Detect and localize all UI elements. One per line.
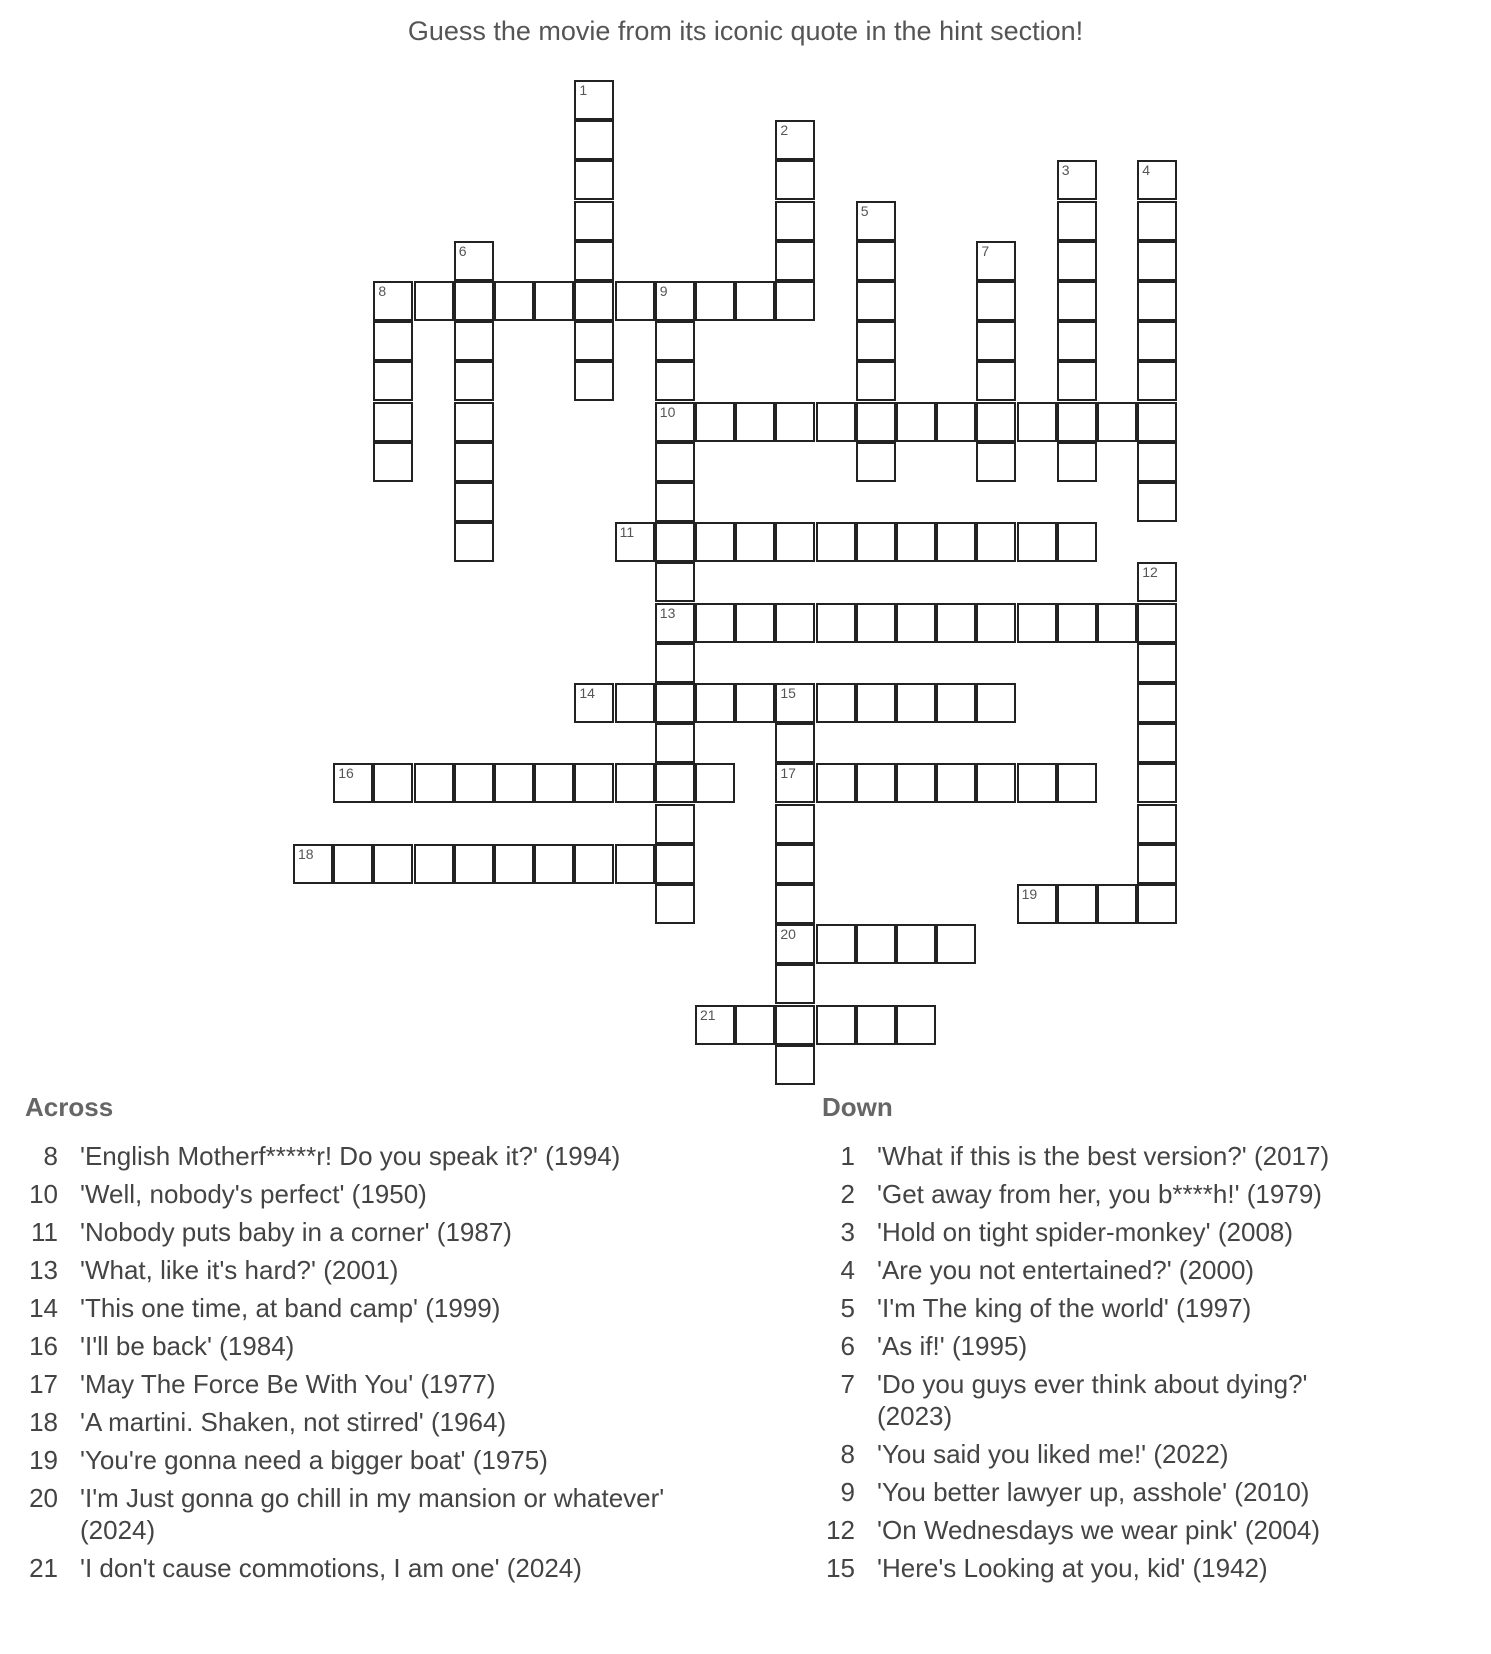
grid-cell[interactable] [1057,402,1097,442]
clue-text: 'You better lawyer up, asshole' (2010) [877,1477,1310,1507]
grid-cell[interactable] [655,482,695,522]
grid-cell[interactable] [976,442,1016,482]
clue-text: 'I'm Just gonna go chill in my mansion or whatever' (2024) [80,1483,665,1545]
grid-cell[interactable] [1137,683,1177,723]
down-clue-4[interactable] [817,1254,1377,1286]
clue-number: 6 [840,1331,855,1361]
across-clue-21[interactable] [20,1552,720,1584]
cell-number: 11 [619,524,635,541]
clue-number: 10 [29,1179,58,1209]
grid-cell[interactable] [574,683,614,723]
down-clue-5[interactable] [817,1292,1377,1324]
grid-cell[interactable] [856,402,896,442]
grid-cell[interactable] [574,361,614,401]
clue-text: 'Well, nobody's perfect' (1950) [80,1179,427,1209]
grid-cell[interactable] [856,683,896,723]
clue-number: 1 [840,1141,855,1171]
grid-cell[interactable] [454,763,494,803]
grid-cell[interactable] [1017,522,1057,562]
clue-text: 'As if!' (1995) [877,1331,1028,1361]
grid-cell[interactable] [976,763,1016,803]
grid-cell[interactable] [856,1005,896,1045]
clue-text: 'Here's Looking at you, kid' (1942) [877,1553,1268,1583]
grid-cell[interactable] [1137,402,1177,442]
grid-cell[interactable] [373,763,413,803]
grid-cell[interactable] [1137,281,1177,321]
cell-number: 6 [458,242,467,259]
grid-cell[interactable] [695,402,735,442]
grid-cell[interactable] [655,723,695,763]
grid-cell[interactable] [1057,241,1097,281]
grid-cell[interactable] [695,683,735,723]
cell-number: 18 [298,845,314,862]
grid-cell[interactable] [816,522,856,562]
grid-cell[interactable] [454,361,494,401]
grid-cell[interactable] [976,603,1016,643]
grid-cell[interactable] [454,844,494,884]
cell-number: 3 [1061,162,1070,179]
grid-cell[interactable] [454,442,494,482]
across-clue-10[interactable] [20,1178,720,1210]
across-clue-8[interactable] [20,1140,720,1172]
grid-cell[interactable] [976,321,1016,361]
clue-text: 'I don't cause commotions, I am one' (2024) [80,1553,582,1583]
down-clue-9[interactable] [817,1476,1377,1508]
across-clue-list [20,1140,720,1590]
grid-cell[interactable] [414,281,454,321]
down-clue-3[interactable] [817,1216,1377,1248]
grid-cell[interactable] [856,442,896,482]
grid-cell[interactable] [775,160,815,200]
grid-cell[interactable] [816,763,856,803]
grid-cell[interactable] [896,522,936,562]
grid-cell[interactable] [574,321,614,361]
grid-cell[interactable] [775,964,815,1004]
grid-cell[interactable] [856,201,896,241]
grid-cell[interactable] [574,160,614,200]
grid-cell[interactable] [775,763,815,803]
grid-cell[interactable] [1057,201,1097,241]
across-clue-20[interactable] [20,1482,720,1546]
grid-cell[interactable] [856,522,896,562]
grid-cell[interactable] [655,683,695,723]
grid-cell[interactable] [534,844,574,884]
clue-number: 21 [29,1553,58,1583]
grid-cell[interactable] [816,924,856,964]
across-clue-18[interactable] [20,1406,720,1438]
cell-number: 8 [378,283,387,299]
grid-cell[interactable] [574,80,614,120]
clue-number: 2 [840,1179,855,1209]
grid-cell[interactable] [1017,402,1057,442]
grid-cell[interactable] [655,321,695,361]
clue-number: 16 [29,1331,58,1361]
grid-cell[interactable] [1137,603,1177,643]
clue-number: 20 [29,1483,58,1513]
grid-cell[interactable] [655,884,695,924]
clue-text: 'On Wednesdays we wear pink' (2004) [877,1515,1321,1545]
grid-cell[interactable] [976,281,1016,321]
grid-cell[interactable] [655,763,695,803]
clue-number: 8 [840,1439,855,1469]
grid-cell[interactable] [976,241,1016,281]
grid-cell[interactable] [896,603,936,643]
grid-cell[interactable] [574,201,614,241]
grid-cell[interactable] [1137,160,1177,200]
clue-number: 15 [826,1553,855,1583]
grid-cell[interactable] [1017,884,1057,924]
grid-cell[interactable] [414,763,454,803]
grid-cell[interactable] [695,1005,735,1045]
grid-cell[interactable] [976,683,1016,723]
grid-cell[interactable] [936,924,976,964]
cell-number: 13 [659,604,676,621]
grid-cell[interactable] [816,683,856,723]
clue-text: 'What, like it's hard?' (2001) [80,1255,399,1285]
grid-cell[interactable] [534,763,574,803]
clue-text: 'Get away from her, you b****h!' (1979) [877,1179,1322,1209]
grid-cell[interactable] [534,281,574,321]
grid-cell[interactable] [1137,361,1177,401]
grid-cell[interactable] [373,321,413,361]
grid-cell[interactable] [896,924,936,964]
grid-cell[interactable] [454,482,494,522]
grid-cell[interactable] [936,402,976,442]
grid-cell[interactable] [655,643,695,683]
grid-cell[interactable] [414,844,454,884]
cell-number: 14 [579,685,595,701]
down-clue-1[interactable] [817,1140,1377,1172]
cell-number: 10 [659,403,676,420]
cell-number: 4 [1142,162,1150,179]
across-heading: Across [25,1092,114,1122]
grid-cell[interactable] [735,402,775,442]
grid-cell[interactable] [775,603,815,643]
clue-text: 'I'll be back' (1984) [80,1331,295,1361]
grid-cell[interactable] [494,844,534,884]
grid-cell[interactable] [655,442,695,482]
grid-cell[interactable] [1057,281,1097,321]
grid-cell[interactable] [816,1005,856,1045]
clue-number: 13 [29,1255,58,1285]
down-clue-list [817,1140,1377,1590]
grid-cell[interactable] [1017,763,1057,803]
across-clue-17[interactable] [20,1368,720,1400]
grid-cell[interactable] [775,241,815,281]
grid-cell[interactable] [936,683,976,723]
clue-number: 11 [31,1217,58,1247]
clue-text: 'English Motherf*****r! Do you speak it?' (1994) [80,1141,621,1171]
clue-number: 7 [840,1369,855,1399]
clue-number: 19 [29,1445,58,1475]
grid-cell[interactable] [936,763,976,803]
cell-number: 1 [579,82,588,98]
grid-cell[interactable] [856,241,896,281]
grid-cell[interactable] [655,804,695,844]
grid-cell[interactable] [373,281,413,321]
grid-cell[interactable] [775,201,815,241]
clue-text: 'May The Force Be With You' (1977) [80,1369,496,1399]
grid-cell[interactable] [775,924,815,964]
grid-cell[interactable] [896,402,936,442]
grid-cell[interactable] [454,321,494,361]
cell-number: 5 [860,202,869,219]
grid-cell[interactable] [1137,482,1177,522]
grid-cell[interactable] [454,281,494,321]
clue-number: 5 [840,1293,855,1323]
cell-number: 7 [981,242,990,259]
across-clue-19[interactable] [20,1444,720,1476]
grid-cell[interactable] [735,1005,775,1045]
cell-number: 2 [780,122,789,139]
grid-cell[interactable] [896,763,936,803]
grid-cell[interactable] [454,402,494,442]
grid-cell[interactable] [856,924,896,964]
grid-cell[interactable] [1057,442,1097,482]
grid-cell[interactable] [333,844,373,884]
grid-cell[interactable] [775,683,815,723]
grid-cell[interactable] [574,281,614,321]
grid-cell[interactable] [1137,562,1177,602]
grid-cell[interactable] [574,763,614,803]
grid-cell[interactable] [1017,603,1057,643]
grid-cell[interactable] [655,562,695,602]
down-clue-8[interactable] [817,1438,1377,1470]
grid-cell[interactable] [936,603,976,643]
grid-cell[interactable] [1057,160,1097,200]
grid-cell[interactable] [1137,201,1177,241]
down-clue-2[interactable] [817,1178,1377,1210]
grid-cell[interactable] [735,683,775,723]
clue-text: 'Do you guys ever think about dying?' (2023) [877,1369,1308,1431]
grid-cell[interactable] [1137,884,1177,924]
grid-cell[interactable] [856,763,896,803]
across-clue-14[interactable] [20,1292,720,1324]
clue-number: 12 [826,1515,855,1545]
grid-cell[interactable] [695,281,735,321]
grid-cell[interactable] [1137,241,1177,281]
grid-cell[interactable] [856,281,896,321]
grid-cell[interactable] [655,281,695,321]
clue-number: 14 [29,1293,58,1323]
grid-cell[interactable] [775,804,815,844]
grid-cell[interactable] [775,723,815,763]
grid-cell[interactable] [655,603,695,643]
clue-number: 17 [29,1369,58,1399]
across-clue-13[interactable] [20,1254,720,1286]
down-heading: Down [822,1092,893,1122]
grid-cell[interactable] [856,361,896,401]
down-clue-15[interactable] [817,1552,1377,1584]
grid-cell[interactable] [775,1005,815,1045]
grid-cell[interactable] [1097,603,1137,643]
grid-cell[interactable] [1057,884,1097,924]
grid-cell[interactable] [976,361,1016,401]
grid-cell[interactable] [1097,402,1137,442]
clue-text: 'Are you not entertained?' (2000) [877,1255,1255,1285]
grid-cell[interactable] [454,241,494,281]
puzzle-title: Guess the movie from its iconic quote in the hint section! [407,16,1084,46]
grid-cell[interactable] [574,120,614,160]
grid-cell[interactable] [1137,442,1177,482]
grid-cell[interactable] [655,844,695,884]
grid-cell[interactable] [373,844,413,884]
cell-number: 17 [780,765,796,782]
grid-cell[interactable] [695,522,735,562]
grid-cell[interactable] [293,844,333,884]
grid-cell[interactable] [896,1005,936,1045]
grid-cell[interactable] [816,402,856,442]
cell-number: 15 [780,685,796,701]
grid-cell[interactable] [373,442,413,482]
clue-text: 'Nobody puts baby in a corner' (1987) [80,1217,512,1247]
grid-cell[interactable] [856,603,896,643]
grid-cell[interactable] [574,844,614,884]
clue-number: 18 [29,1407,58,1437]
cell-number: 12 [1142,564,1158,581]
grid-cell[interactable] [695,603,735,643]
grid-cell[interactable] [856,321,896,361]
down-clue-6[interactable] [817,1330,1377,1362]
grid-cell[interactable] [1057,603,1097,643]
grid-cell[interactable] [615,522,655,562]
cell-number: 19 [1021,886,1038,902]
grid-cell[interactable] [574,241,614,281]
grid-cell[interactable] [735,281,775,321]
grid-cell[interactable] [775,120,815,160]
clue-text: 'What if this is the best version?' (2017) [877,1141,1330,1171]
clue-text: 'A martini. Shaken, not stirred' (1964) [80,1407,507,1437]
across-clue-16[interactable] [20,1330,720,1362]
clue-number: 4 [840,1255,855,1285]
grid-cell[interactable] [615,281,655,321]
grid-cell[interactable] [936,522,976,562]
grid-cell[interactable] [615,683,655,723]
grid-cell[interactable] [735,522,775,562]
grid-cell[interactable] [494,281,534,321]
grid-cell[interactable] [1137,723,1177,763]
clue-text: 'I'm The king of the world' (1997) [877,1293,1252,1323]
grid-cell[interactable] [1057,522,1097,562]
cell-number: 20 [780,926,796,943]
grid-cell[interactable] [775,1045,815,1085]
clue-number: 9 [840,1477,855,1507]
grid-cell[interactable] [735,603,775,643]
grid-cell[interactable] [775,281,815,321]
clue-number: 3 [840,1217,855,1247]
grid-cell[interactable] [775,884,815,924]
grid-cell[interactable] [1137,321,1177,361]
across-clue-11[interactable] [20,1216,720,1248]
grid-cell[interactable] [976,522,1016,562]
cell-number: 9 [659,283,668,299]
clue-text: 'Hold on tight spider-monkey' (2008) [877,1217,1294,1247]
grid-cell[interactable] [896,683,936,723]
grid-cell[interactable] [454,522,494,562]
grid-cell[interactable] [373,361,413,401]
grid-cell[interactable] [816,603,856,643]
cell-number: 16 [338,765,354,782]
grid-cell[interactable] [333,763,373,803]
grid-cell[interactable] [1057,321,1097,361]
grid-cell[interactable] [1057,361,1097,401]
down-clue-7[interactable] [817,1368,1377,1432]
grid-cell[interactable] [615,844,655,884]
down-clue-12[interactable] [817,1514,1377,1546]
grid-cell[interactable] [373,402,413,442]
grid-cell[interactable] [1137,804,1177,844]
grid-cell[interactable] [775,844,815,884]
grid-cell[interactable] [494,763,534,803]
grid-cell[interactable] [655,361,695,401]
grid-cell[interactable] [1097,884,1137,924]
clue-text: 'You said you liked me!' (2022) [877,1439,1229,1469]
grid-cell[interactable] [775,402,815,442]
grid-cell[interactable] [775,522,815,562]
clue-text: 'You're gonna need a bigger boat' (1975) [80,1445,548,1475]
grid-cell[interactable] [615,763,655,803]
grid-cell[interactable] [1057,763,1097,803]
grid-cell[interactable] [655,522,695,562]
grid-cell[interactable] [1137,643,1177,683]
grid-cell[interactable] [1137,844,1177,884]
grid-cell[interactable] [1137,763,1177,803]
grid-cell[interactable] [695,763,735,803]
clue-text: 'This one time, at band camp' (1999) [80,1293,501,1323]
grid-cell[interactable] [655,402,695,442]
grid-cell[interactable] [976,402,1016,442]
clue-number: 8 [43,1141,58,1171]
cell-number: 21 [700,1006,716,1023]
